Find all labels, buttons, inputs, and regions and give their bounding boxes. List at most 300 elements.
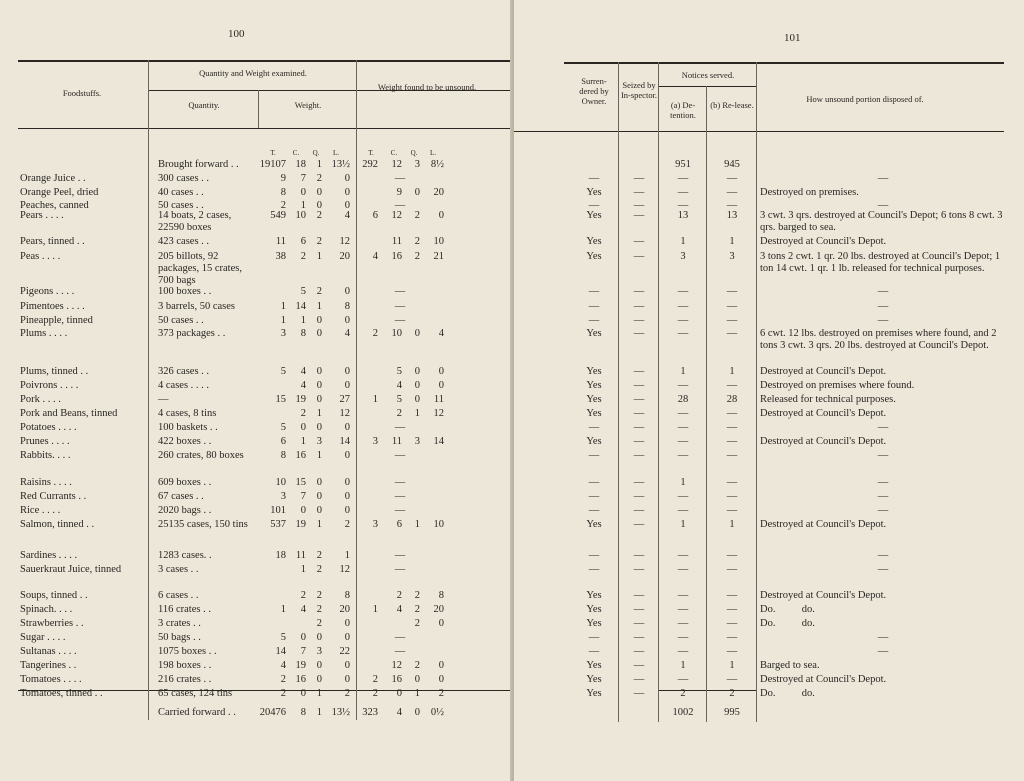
weight-lbs: 12 (339, 408, 350, 419)
weight-lbs: 0 (344, 477, 350, 488)
weight-cwt: 4 (300, 380, 306, 391)
weight-lbs: 0 (344, 422, 350, 433)
surrendered-cell: Yes (586, 519, 602, 530)
weight-qrs: 3 (316, 646, 322, 657)
detention-cell: — (677, 604, 689, 615)
release-cell: 1 (729, 519, 735, 530)
quantity-cell: 14 boats, 2 cases, 22590 boxes (158, 210, 232, 233)
quantity-cell: 1075 boxes . . (158, 646, 217, 657)
weight-lbs: 0 (344, 505, 350, 516)
release-cell: — (726, 590, 738, 601)
cf-tons: 20476 (259, 707, 286, 718)
weight-cwt: 7 (300, 173, 306, 184)
unsound-qrs: 0 (414, 187, 420, 198)
detention-cell: — (677, 422, 689, 433)
unit-label: L. (332, 149, 340, 157)
unsound-lbs: 0 (438, 660, 444, 671)
weight-lbs: 0 (344, 660, 350, 671)
weight-qrs: 3 (316, 436, 322, 447)
seized-cell: — (633, 173, 645, 184)
quantity-cell: 216 crates . . (158, 674, 212, 685)
bf-unsound-tons: 292 (362, 159, 378, 170)
rule (564, 62, 1004, 64)
weight-lbs: 14 (339, 436, 350, 447)
weight-lbs: 0 (344, 286, 350, 297)
unsound-lbs: 0 (438, 210, 444, 221)
release-cell: — (726, 286, 738, 297)
bf-release: 945 (724, 159, 740, 170)
release-cell: 3 (729, 251, 735, 262)
bf-detention: 951 (675, 159, 691, 170)
foodstuff-name: Pears, tinned . . (20, 236, 85, 247)
weight-qrs: 2 (316, 236, 322, 247)
brought-forward-label: Brought forward . . (158, 159, 239, 170)
unsound-tons: 3 (372, 519, 378, 530)
weight-lbs: 8 (344, 590, 350, 601)
detention-cell: — (677, 491, 689, 502)
seized-cell: — (633, 366, 645, 377)
release-cell: — (726, 632, 738, 643)
unsound-cwt: 11 (391, 236, 402, 247)
release-cell: 13 (726, 210, 738, 221)
unsound-dash: — (394, 632, 406, 643)
disposal-cell: Destroyed on premises where found. (760, 380, 915, 391)
weight-qrs: 0 (316, 491, 322, 502)
foodstuff-name: Tomatoes . . . . (20, 674, 82, 685)
cf-cwt: 8 (300, 707, 306, 718)
detention-cell: — (677, 187, 689, 198)
weight-tons: 18 (275, 550, 286, 561)
bf-unsound-qrs: 3 (414, 159, 420, 170)
weight-cwt: 19 (295, 394, 306, 405)
seized-cell: — (633, 604, 645, 615)
foodstuff-name: Potatoes . . . . (20, 422, 77, 433)
release-cell: — (726, 436, 738, 447)
weight-lbs: 4 (344, 328, 350, 339)
seized-cell: — (633, 632, 645, 643)
weight-lbs: 20 (339, 604, 350, 615)
release-cell: — (726, 301, 738, 312)
header-disposal: How unsound portion disposed of. (806, 94, 924, 104)
surrendered-cell: Yes (586, 210, 602, 221)
foodstuff-name: Red Currants . . (20, 491, 87, 502)
quantity-cell: 423 cases . . (158, 236, 210, 247)
header-foodstuffs: Foodstuffs. (62, 88, 102, 98)
foodstuff-name: Rabbits. . . . (20, 450, 71, 461)
right-page (514, 0, 1024, 781)
weight-cwt: 10 (295, 210, 306, 221)
disposal-cell: — (877, 173, 889, 184)
unsound-qrs: 1 (414, 408, 420, 419)
surrendered-cell: Yes (586, 590, 602, 601)
unit-label: T. (270, 149, 276, 157)
disposal-cell: — (877, 477, 889, 488)
quantity-cell: 4 cases, 8 tins (158, 408, 217, 419)
unsound-dash: — (394, 564, 406, 575)
surrendered-cell: — (588, 550, 600, 561)
weight-qrs: 2 (316, 618, 322, 629)
disposal-cell: Destroyed at Council's Depot. (760, 236, 887, 247)
seized-cell: — (633, 646, 645, 657)
seized-cell: — (633, 200, 645, 211)
weight-tons: 2 (280, 688, 286, 699)
weight-qrs: 0 (316, 422, 322, 433)
disposal-cell: Do. do. (760, 604, 815, 615)
weight-cwt: 14 (295, 301, 306, 312)
quantity-cell: 2020 bags . . (158, 505, 212, 516)
seized-cell: — (633, 550, 645, 561)
unsound-cwt: 4 (396, 604, 402, 615)
surrendered-cell: Yes (586, 394, 602, 405)
seized-cell: — (633, 315, 645, 326)
unsound-tons: 6 (372, 210, 378, 221)
weight-lbs: 0 (344, 380, 350, 391)
unsound-tons: 2 (372, 674, 378, 685)
seized-cell: — (633, 210, 645, 221)
unsound-lbs: 10 (433, 236, 444, 247)
weight-qrs: 0 (316, 315, 322, 326)
foodstuff-name: Pineapple, tinned (20, 315, 93, 326)
foodstuff-name: Tangerines . . (20, 660, 77, 671)
bf-lbs: 13½ (331, 159, 350, 170)
release-cell: 1 (729, 366, 735, 377)
weight-tons: 9 (280, 173, 286, 184)
surrendered-cell: — (588, 286, 600, 297)
release-cell: — (726, 173, 738, 184)
rule (18, 128, 512, 129)
weight-cwt: 16 (295, 674, 306, 685)
unsound-qrs: 0 (414, 674, 420, 685)
detention-cell: — (677, 173, 689, 184)
weight-tons: 1 (280, 301, 286, 312)
unsound-cwt: 9 (396, 187, 402, 198)
weight-cwt: 1 (300, 436, 306, 447)
quantity-cell: 50 bags . . (158, 632, 201, 643)
detention-cell: — (677, 436, 689, 447)
unsound-lbs: 21 (433, 251, 444, 262)
release-cell: 1 (729, 236, 735, 247)
unsound-dash: — (394, 422, 406, 433)
unsound-cwt: 12 (391, 660, 402, 671)
foodstuff-name: Peas . . . . (20, 251, 61, 262)
weight-lbs: 12 (339, 564, 350, 575)
disposal-cell: Destroyed at Council's Depot. (760, 366, 887, 377)
weight-tons: 38 (275, 251, 286, 262)
seized-cell: — (633, 408, 645, 419)
unsound-dash: — (394, 491, 406, 502)
release-cell: — (726, 328, 738, 339)
detention-cell: 3 (680, 251, 686, 262)
unit-label: C. (390, 149, 398, 157)
unsound-tons: 4 (372, 251, 378, 262)
header-release: (b) Re-lease. (710, 100, 754, 110)
weight-lbs: 2 (344, 688, 350, 699)
surrendered-cell: — (588, 632, 600, 643)
disposal-cell: 3 cwt. 3 qrs. destroyed at Council's Depot; 6 tons 8 cwt. 3 qrs. barged to sea. (760, 210, 1006, 233)
unsound-dash: — (394, 301, 406, 312)
unsound-qrs: 2 (414, 604, 420, 615)
detention-cell: 1 (680, 477, 686, 488)
detention-cell: — (677, 286, 689, 297)
weight-qrs: 0 (316, 394, 322, 405)
seized-cell: — (633, 477, 645, 488)
cf-release: 995 (724, 707, 740, 718)
surrendered-cell: Yes (586, 187, 602, 198)
weight-qrs: 2 (316, 210, 322, 221)
unit-label: Q. (410, 149, 418, 157)
column-divider (658, 62, 659, 722)
disposal-cell: — (877, 286, 889, 297)
surrendered-cell: Yes (586, 674, 602, 685)
detention-cell: 1 (680, 519, 686, 530)
unsound-tons: 3 (372, 436, 378, 447)
bf-cwt: 18 (295, 159, 306, 170)
foodstuff-name: Poivrons . . . . (20, 380, 79, 391)
quantity-cell: 300 cases . . (158, 173, 210, 184)
foodstuff-name: Plums, tinned . . (20, 366, 89, 377)
unsound-qrs: 2 (414, 236, 420, 247)
weight-tons: 8 (280, 187, 286, 198)
foodstuff-name: Sultanas . . . . (20, 646, 77, 657)
quantity-cell: 3 cases . . (158, 564, 199, 575)
disposal-cell: — (877, 200, 889, 211)
unsound-cwt: 2 (396, 408, 402, 419)
quantity-cell: 100 boxes . . (158, 286, 212, 297)
disposal-cell: Destroyed at Council's Depot. (760, 408, 887, 419)
surrendered-cell: Yes (586, 436, 602, 447)
unsound-cwt: 10 (391, 328, 402, 339)
unsound-dash: — (394, 200, 406, 211)
foodstuff-name: Strawberries . . (20, 618, 84, 629)
quantity-cell: 65 cases, 124 tins (158, 688, 233, 699)
unit-label: C. (292, 149, 300, 157)
detention-cell: 13 (677, 210, 689, 221)
unsound-qrs: 0 (414, 328, 420, 339)
release-cell: — (726, 380, 738, 391)
weight-tons: 101 (270, 505, 286, 516)
release-cell: — (726, 408, 738, 419)
unsound-cwt: 6 (396, 519, 402, 530)
unsound-cwt: 5 (396, 394, 402, 405)
weight-lbs: 0 (344, 315, 350, 326)
quantity-cell: 198 boxes . . (158, 660, 212, 671)
seized-cell: — (633, 236, 645, 247)
unsound-lbs: 8 (438, 590, 444, 601)
seized-cell: — (633, 450, 645, 461)
quantity-cell: 3 crates . . (158, 618, 201, 629)
quantity-cell: 67 cases . . (158, 491, 204, 502)
weight-qrs: 1 (316, 301, 322, 312)
bf-unsound-lbs: 8½ (430, 159, 444, 170)
weight-lbs: 0 (344, 173, 350, 184)
weight-tons: 537 (270, 519, 286, 530)
unsound-qrs: 1 (414, 519, 420, 530)
column-divider (756, 62, 757, 722)
detention-cell: — (677, 200, 689, 211)
unsound-dash: — (394, 315, 406, 326)
weight-tons: 8 (280, 450, 286, 461)
detention-cell: — (677, 550, 689, 561)
bf-unsound-cwt: 12 (391, 159, 402, 170)
weight-qrs: 0 (316, 380, 322, 391)
detention-cell: — (677, 564, 689, 575)
seized-cell: — (633, 618, 645, 629)
weight-lbs: 0 (344, 674, 350, 685)
weight-cwt: 11 (295, 550, 306, 561)
foodstuff-name: Orange Peel, dried (20, 187, 99, 198)
weight-tons: 5 (280, 366, 286, 377)
weight-cwt: 15 (295, 477, 306, 488)
foodstuff-name: Pork and Beans, tinned (20, 408, 118, 419)
release-cell: — (726, 200, 738, 211)
foodstuff-name: Spinach. . . . (20, 604, 73, 615)
unit-label: T. (368, 149, 374, 157)
detention-cell: — (677, 380, 689, 391)
weight-tons: 14 (275, 646, 286, 657)
seized-cell: — (633, 187, 645, 198)
column-divider (618, 62, 619, 722)
unsound-qrs: 0 (414, 394, 420, 405)
rule (658, 86, 756, 87)
weight-qrs: 0 (316, 477, 322, 488)
weight-cwt: 0 (300, 422, 306, 433)
unsound-lbs: 20 (433, 604, 444, 615)
unsound-dash: — (394, 505, 406, 516)
weight-lbs: 12 (339, 236, 350, 247)
unsound-cwt: 4 (396, 380, 402, 391)
weight-cwt: 16 (295, 450, 306, 461)
surrendered-cell: — (588, 491, 600, 502)
foodstuff-name: Prunes . . . . (20, 436, 70, 447)
weight-tons: 1 (280, 315, 286, 326)
weight-qrs: 2 (316, 590, 322, 601)
unsound-lbs: 14 (433, 436, 444, 447)
quantity-cell: 205 billots, 92 packages, 15 crates, 700 bags (158, 251, 242, 286)
weight-lbs: 0 (344, 450, 350, 461)
surrendered-cell: Yes (586, 236, 602, 247)
disposal-cell: 3 tons 2 cwt. 1 qr. 20 lbs. destroyed at Council's Depot; 1 ton 14 cwt. 1 qr. 1 lb. released for technical purposes. (760, 251, 1003, 274)
foodstuff-name: Tomatoes, tinned . . (20, 688, 103, 699)
weight-qrs: 2 (316, 550, 322, 561)
foodstuff-name: Pork . . . . (20, 394, 61, 405)
release-cell: — (726, 604, 738, 615)
header-quantity: Quantity. (188, 100, 220, 110)
detention-cell: — (677, 505, 689, 516)
weight-qrs: 0 (316, 187, 322, 198)
surrendered-cell: — (588, 315, 600, 326)
weight-lbs: 0 (344, 632, 350, 643)
disposal-cell: — (877, 491, 889, 502)
release-cell: — (726, 450, 738, 461)
release-cell: — (726, 422, 738, 433)
unsound-dash: — (394, 286, 406, 297)
cf-unsound-tons: 323 (362, 707, 378, 718)
disposal-cell: Do. do. (760, 688, 815, 699)
disposal-cell: Destroyed at Council's Depot. (760, 519, 887, 530)
cf-unsound-qrs: 0 (414, 707, 420, 718)
weight-tons: 5 (280, 632, 286, 643)
weight-cwt: 19 (295, 519, 306, 530)
foodstuff-name: Salmon, tinned . . (20, 519, 95, 530)
weight-lbs: 8 (344, 301, 350, 312)
weight-cwt: 0 (300, 688, 306, 699)
disposal-cell: Destroyed at Council's Depot. (760, 590, 887, 601)
weight-tons: 549 (270, 210, 286, 221)
unsound-dash: — (394, 646, 406, 657)
unsound-qrs: 2 (414, 210, 420, 221)
unsound-qrs: 2 (414, 251, 420, 262)
unsound-cwt: 12 (391, 210, 402, 221)
weight-lbs: 4 (344, 210, 350, 221)
disposal-cell: — (877, 632, 889, 643)
foodstuff-name: Rice . . . . (20, 505, 61, 516)
weight-cwt: 1 (300, 315, 306, 326)
weight-qrs: 1 (316, 450, 322, 461)
unsound-dash: — (394, 477, 406, 488)
quantity-cell: 422 boxes . . (158, 436, 212, 447)
foodstuff-name: Pears . . . . (20, 210, 64, 221)
weight-cwt: 2 (300, 590, 306, 601)
weight-cwt: 19 (295, 660, 306, 671)
weight-lbs: 27 (339, 394, 350, 405)
foodstuff-name: Pigeons . . . . (20, 286, 75, 297)
detention-cell: — (677, 315, 689, 326)
disposal-cell: — (877, 450, 889, 461)
unsound-lbs: 0 (438, 366, 444, 377)
quantity-cell: 116 crates . . (158, 604, 211, 615)
weight-cwt: 2 (300, 251, 306, 262)
release-cell: — (726, 550, 738, 561)
bf-tons: 19107 (259, 159, 286, 170)
unsound-dash: — (394, 450, 406, 461)
unsound-qrs: 2 (414, 618, 420, 629)
unsound-lbs: 12 (433, 408, 444, 419)
weight-tons: 6 (280, 436, 286, 447)
quantity-cell: 6 cases . . (158, 590, 199, 601)
surrendered-cell: Yes (586, 366, 602, 377)
weight-cwt: 8 (300, 328, 306, 339)
unsound-cwt: 2 (396, 590, 402, 601)
disposal-cell: 6 cwt. 12 lbs. destroyed on premises where found, and 2 tons 3 cwt. 3 qrs. 20 lbs. destroyed at Council's Depot. (760, 328, 1000, 351)
seized-cell: — (633, 436, 645, 447)
weight-qrs: 1 (316, 251, 322, 262)
weight-cwt: 1 (300, 200, 306, 211)
quantity-cell: 50 cases . . (158, 315, 204, 326)
disposal-cell: Destroyed at Council's Depot. (760, 674, 887, 685)
seized-cell: — (633, 251, 645, 262)
unsound-qrs: 2 (414, 590, 420, 601)
quantity-cell: 3 barrels, 50 cases (158, 301, 235, 312)
disposal-cell: — (877, 315, 889, 326)
weight-lbs: 22 (339, 646, 350, 657)
weight-tons: 1 (280, 604, 286, 615)
weight-cwt: 5 (300, 286, 306, 297)
weight-qrs: 0 (316, 366, 322, 377)
unsound-lbs: 4 (438, 328, 444, 339)
seized-cell: — (633, 660, 645, 671)
weight-tons: 2 (280, 200, 286, 211)
header-notices-served: Notices served. (681, 70, 735, 80)
weight-tons: 11 (275, 236, 286, 247)
quantity-cell: 50 cases . . (158, 200, 204, 211)
surrendered-cell: — (588, 477, 600, 488)
weight-cwt: 0 (300, 187, 306, 198)
disposal-cell: — (877, 505, 889, 516)
release-cell: — (726, 505, 738, 516)
weight-lbs: 0 (344, 491, 350, 502)
unsound-lbs: 20 (433, 187, 444, 198)
weight-tons: 5 (280, 422, 286, 433)
